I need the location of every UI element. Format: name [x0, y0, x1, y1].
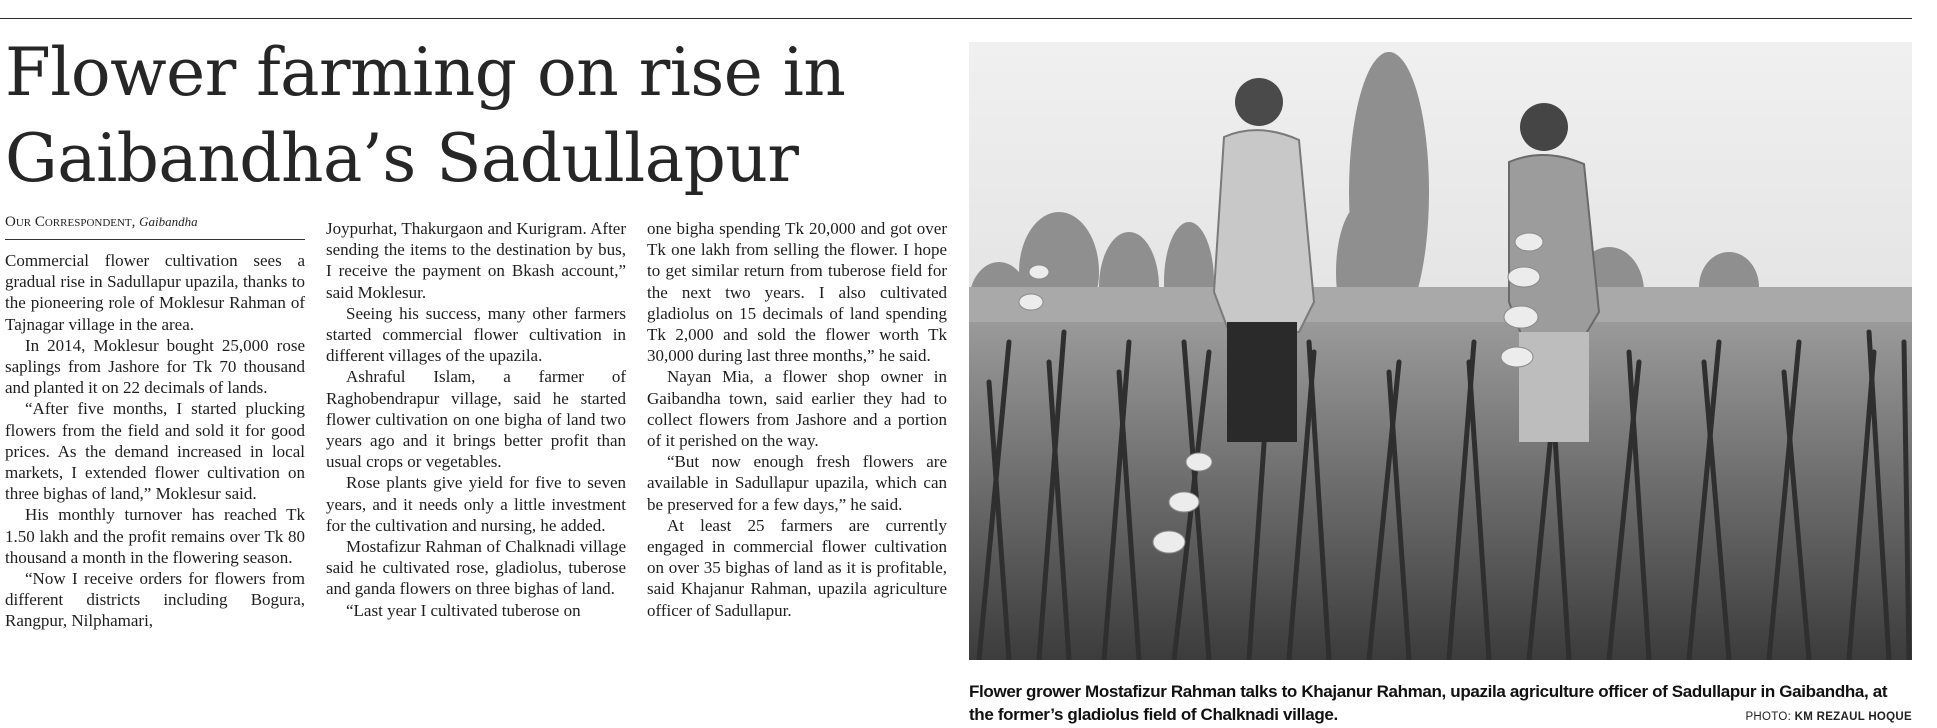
- paragraph: Commercial flower cultivation sees a gradual rise in Sadullapur upazila, thanks to the pioneering role of Moklesur Rahman of Tajnagar village in the area.: [5, 251, 305, 334]
- article-column-1: [5, 250, 305, 632]
- paragraph: Ashraful Islam, a farmer of Raghobendrapur village, said he started flower cultivation on one bigha of land two years ago and it brings better profit than usual crops or vegetables.: [326, 367, 626, 472]
- article-photo: [969, 42, 1912, 660]
- paragraph: Mostafizur Rahman of Chalknadi village said he cultivated rose, gladiolus, tuberose and ganda flowers on three bighas of land.: [326, 537, 626, 599]
- photo-credit: [1745, 710, 1912, 724]
- article-column-3: [647, 218, 947, 621]
- paragraph: “After five months, I started plucking flowers from the field and sold it for good prices. As the demand increased in local markets, I extended flower cultivation on three bighas of land,” Moklesur said.: [5, 399, 305, 504]
- photo-caption: Flower grower Mostafizur Rahman talks to Khajanur Rahman, upazila agriculture officer of Sadullapur in Gaibandha, at the former’s gladiolus field of Chalknadi village.: [969, 682, 1888, 724]
- paragraph: Nayan Mia, a flower shop owner in Gaibandha town, said earlier they had to collect flowers from Jashore and a portion of it perished on the way.: [647, 367, 947, 451]
- byline-rule: [5, 239, 305, 240]
- paragraph: Rose plants give yield for five to seven years, and it needs only a little investment for the cultivation and nursing, he added.: [326, 473, 626, 535]
- paragraph: “Last year I cultivated tuberose on: [346, 600, 581, 620]
- top-rule: [0, 18, 1912, 19]
- byline-place: Gaibandha: [139, 214, 198, 229]
- paragraph: In 2014, Moklesur bought 25,000 rose saplings from Jashore for Tk 70 thousand and planted it on 22 decimals of lands.: [5, 335, 305, 398]
- article-headline: Flower farming on rise in Gaibandha’s Sadullapur: [5, 34, 846, 197]
- paragraph: “Now I receive orders for flowers from different districts including Bogura, Rangpur, Nilphamari,: [5, 569, 305, 631]
- byline: [5, 213, 305, 231]
- article-column-2: [326, 218, 626, 621]
- paragraph: Seeing his success, many other farmers started commercial flower cultivation in different villages of the upazila.: [326, 303, 626, 366]
- paragraph: His monthly turnover has reached Tk 1.50 lakh and the profit remains over Tk 80 thousand a month in the flowering season.: [5, 505, 305, 567]
- paragraph: “But now enough fresh flowers are available in Sadullapur upazila, which can be preserved for a few days,” he said.: [647, 452, 947, 514]
- paragraph: one bigha spending Tk 20,000 and got over Tk one lakh from selling the flower. I hope to get similar return from tuberose field for the next two years. I also cultivated gladiolus on 15 decimals of land spending Tk 2,000 and sold the flower worth Tk 30,000 during last three months,” he said.: [647, 219, 947, 366]
- photo-credit-prefix: PHOTO:: [1745, 711, 1795, 723]
- paragraph: At least 25 farmers are currently engaged in commercial flower cultivation on over 35 bighas of land as it is profitable, said Khajanur Rahman, upazila agriculture officer of Sadullapur.: [647, 515, 947, 620]
- byline-author: Our Correspondent,: [5, 214, 136, 230]
- paragraph: Joypurhat, Thakurgaon and Kurigram. After sending the items to the destination by bus, I receive the payment on Bkash account,” said Moklesur.: [326, 219, 626, 302]
- photo-credit-name: KM REZAUL HOQUE: [1794, 711, 1912, 723]
